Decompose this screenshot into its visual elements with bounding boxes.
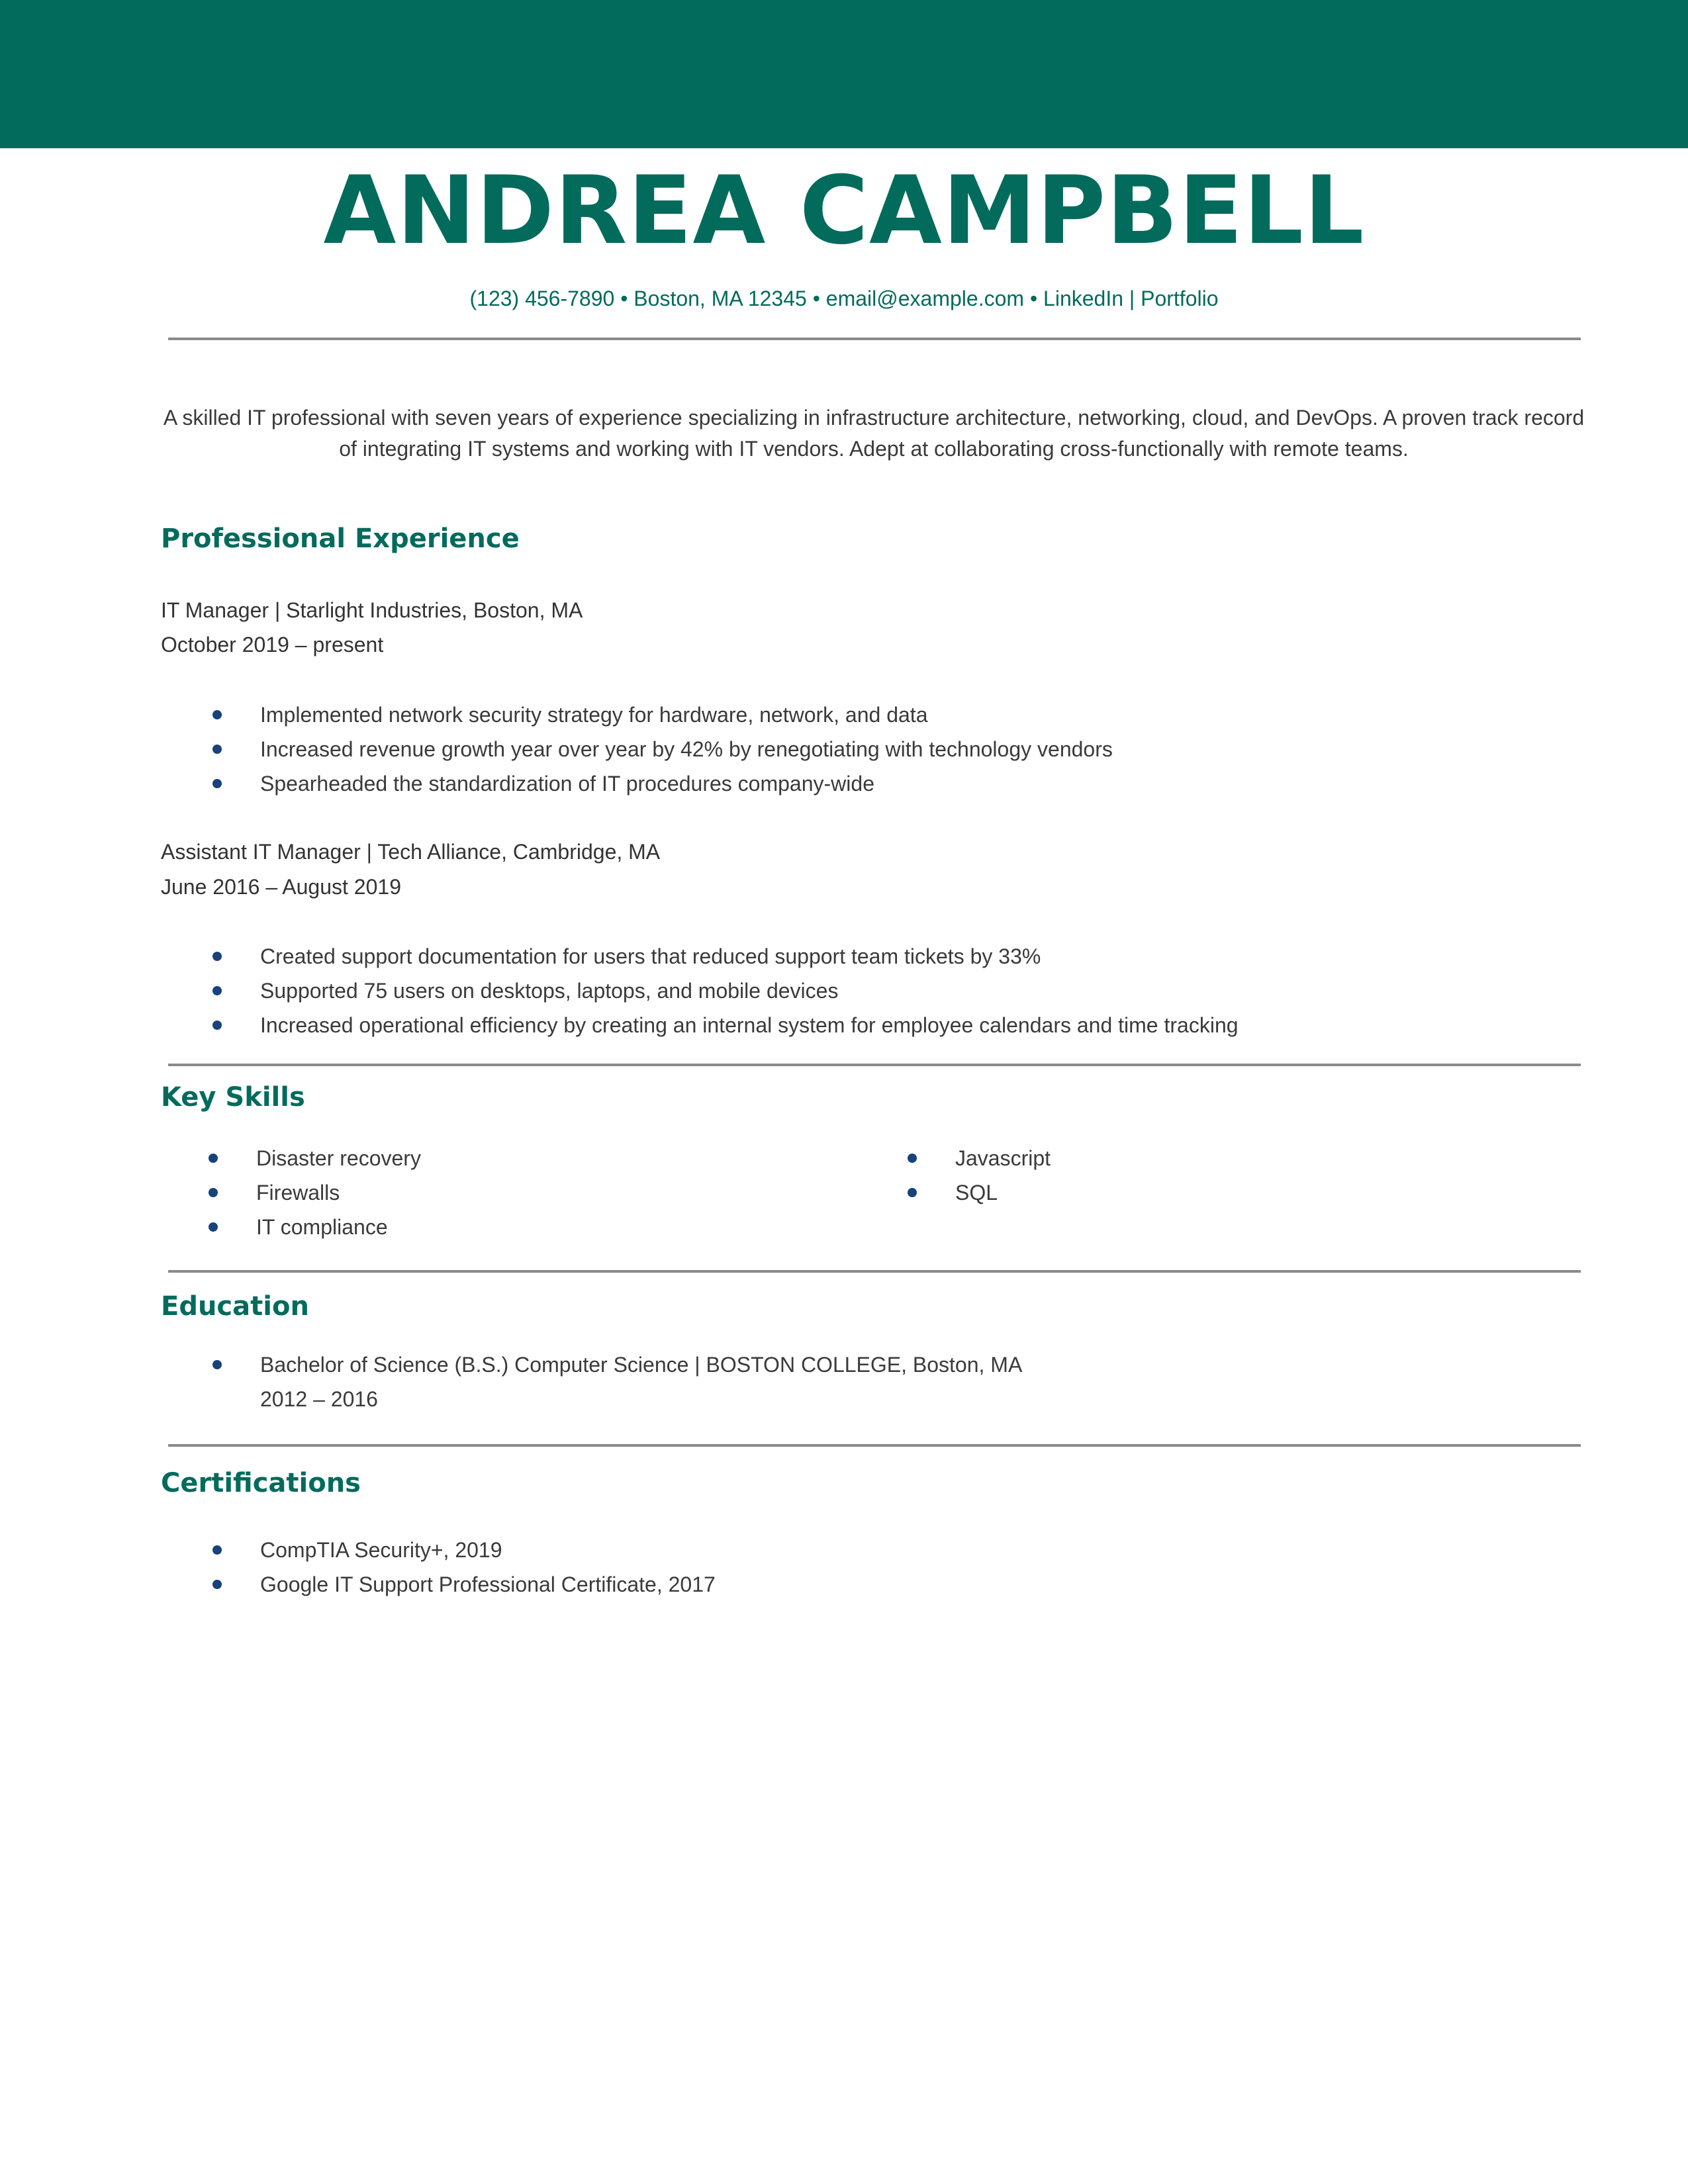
job-2-heading: Assistant IT Manager | Tech Alliance, Cambridge, MA (161, 840, 661, 864)
experience-divider (168, 1064, 1581, 1066)
education-list (260, 1347, 1022, 1416)
bullet-icon (212, 1360, 222, 1369)
job-1-dates: October 2019 – present (161, 633, 384, 657)
education-section-title: Education (161, 1291, 309, 1322)
candidate-name: ANDREA CAMPBELL (323, 156, 1365, 265)
list-item: IT compliance (256, 1210, 421, 1244)
bullet-icon (212, 1545, 222, 1555)
bullet-icon (212, 1021, 222, 1030)
list-item: Increased revenue growth year over year by 42% by renegotiating with technology vendors (260, 732, 1113, 766)
contact-line: (123) 456-7890 • Boston, MA 12345 • email@example.com • LinkedIn | Portfolio (469, 287, 1219, 310)
list-item: CompTIA Security+, 2019 (260, 1533, 716, 1567)
skills-section-title: Key Skills (161, 1082, 305, 1113)
bullet-icon (212, 952, 222, 961)
bullet-icon (212, 779, 222, 788)
skills-left-list (256, 1141, 421, 1244)
experience-section-title: Professional Experience (161, 523, 520, 554)
bullet-icon (908, 1188, 917, 1197)
education-divider (168, 1444, 1581, 1447)
list-item: Firewalls (256, 1175, 421, 1210)
list-item: Google IT Support Professional Certificate, 2017 (260, 1567, 716, 1602)
skills-divider (168, 1270, 1581, 1273)
bullet-icon (209, 1222, 218, 1232)
bullet-icon (212, 1580, 222, 1589)
list-item: Spearheaded the standardization of IT procedures company-wide (260, 766, 1113, 801)
certifications-section-title: Certifications (161, 1468, 361, 1498)
list-item: Javascript (955, 1141, 1051, 1175)
skills-right-list (955, 1141, 1051, 1210)
bullet-icon (209, 1154, 218, 1163)
job-2-bullets (260, 939, 1239, 1042)
education-years: 2012 – 2016 (260, 1387, 378, 1411)
list-item: SQL (955, 1175, 1051, 1210)
header-divider (168, 338, 1581, 340)
job-1-heading: IT Manager | Starlight Industries, Boston, MA (161, 598, 583, 622)
education-degree: Bachelor of Science (B.S.) Computer Science | BOSTON COLLEGE, Boston, MA (260, 1353, 1023, 1377)
job-2-dates: June 2016 – August 2019 (161, 875, 401, 899)
bullet-icon (212, 986, 222, 995)
list-item (260, 1347, 1022, 1416)
list-item: Increased operational efficiency by creating an internal system for employee calendars and time tracking (260, 1008, 1239, 1042)
bullet-icon (212, 710, 222, 719)
list-item: Supported 75 users on desktops, laptops, and mobile devices (260, 974, 1239, 1008)
certifications-list (260, 1533, 716, 1602)
bullet-icon (908, 1154, 917, 1163)
list-item: Created support documentation for users that reduced support team tickets by 33% (260, 939, 1239, 974)
list-item: Implemented network security strategy for hardware, network, and data (260, 698, 1113, 732)
summary-paragraph: A skilled IT professional with seven years of experience specializing in infrastructure architecture, networking, cloud, and DevOps. A proven track record of integrating IT systems and working with IT vendors. Adept at collaborating cross-functionally with remote teams. (163, 406, 1585, 461)
bullet-icon (209, 1188, 218, 1197)
list-item: Disaster recovery (256, 1141, 421, 1175)
bullet-icon (212, 745, 222, 754)
job-1-bullets (260, 698, 1113, 801)
header-band (0, 0, 1688, 148)
